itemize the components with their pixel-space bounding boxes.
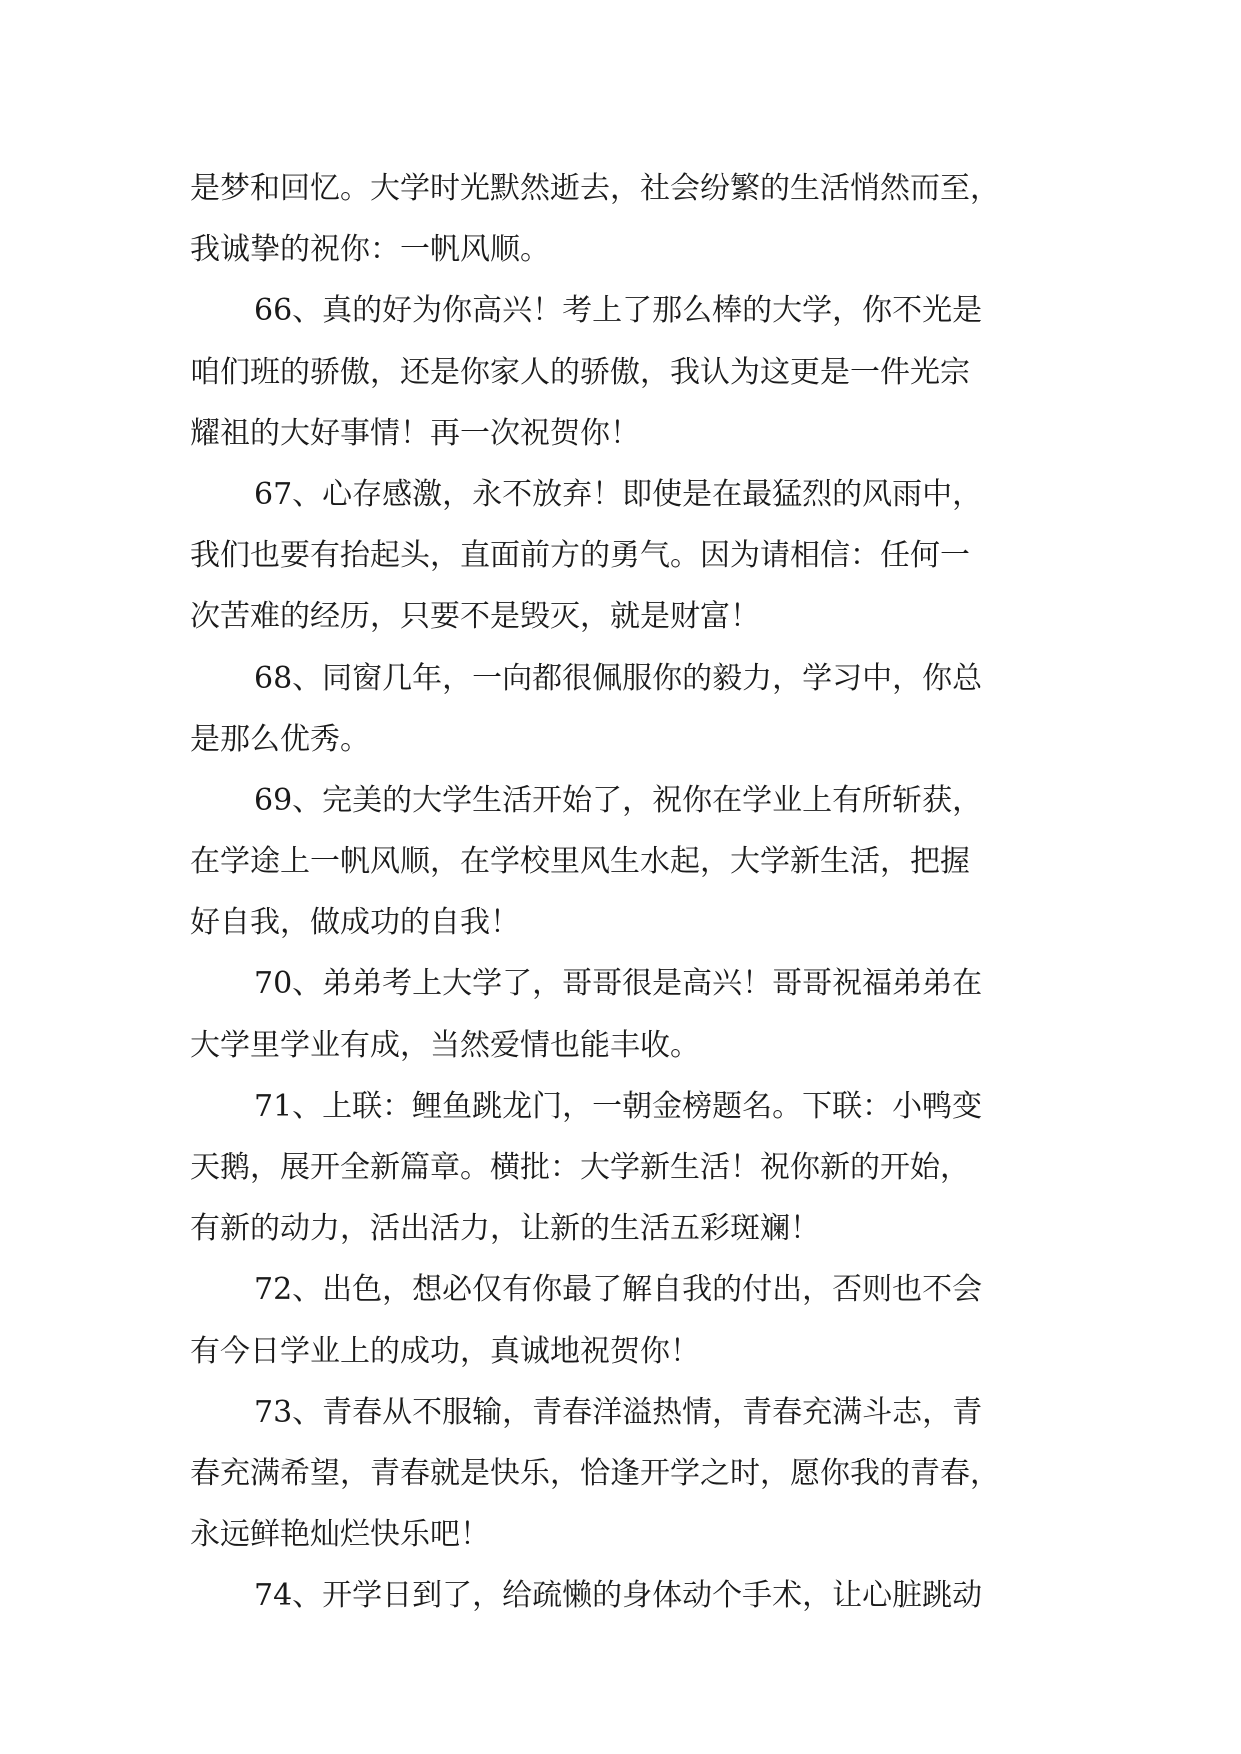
text-line: 有新的动力，活出活力，让新的生活五彩斑斓！: [190, 1211, 820, 1247]
text-line: 耀祖的大好事情！再一次祝贺你！: [190, 415, 640, 451]
paragraph-66-start: 66、真的好为你高兴！考上了那么棒的大学，你不光是: [254, 293, 983, 329]
text-line: 在学途上一帆风顺，在学校里风生水起，大学新生活，把握: [190, 844, 970, 880]
text-line: 天鹅，展开全新篇章。横批：大学新生活！祝你新的开始，: [190, 1150, 970, 1185]
text-line: 永远鲜艳灿烂快乐吧！: [190, 1517, 490, 1553]
text-line: 春充满希望，青春就是快乐，恰逢开学之时，愿你我的青春，: [190, 1455, 1000, 1491]
paragraph-72-start: 72、出色，想必仅有你最了解自我的付出，否则也不会: [254, 1272, 983, 1308]
paragraph-67-start: 67、心存感激，永不放弃！即使是在最猛烈的风雨中，: [254, 476, 983, 512]
text-line: 我诚挚的祝你：一帆风顺。: [190, 232, 550, 268]
paragraph-71-start: 71、上联：鲤鱼跳龙门，一朝金榜题名。下联：小鸭变: [254, 1088, 983, 1124]
paragraph-69-start: 69、完美的大学生活开始了，祝你在学业上有所斩获，: [254, 782, 983, 818]
text-line: 有今日学业上的成功，真诚地祝贺你！: [190, 1333, 700, 1369]
text-line: 是那么优秀。: [190, 721, 370, 757]
text-line-continuation: 是梦和回忆。大学时光默然逝去，社会纷繁的生活悄然而至，: [190, 171, 1000, 206]
paragraph-74-start: 74、开学日到了，给疏懒的身体动个手术，让心脏跳动: [254, 1578, 983, 1614]
paragraph-70-start: 70、弟弟考上大学了，哥哥很是高兴！哥哥祝福弟弟在: [254, 966, 983, 1002]
text-line: 大学里学业有成，当然爱情也能丰收。: [190, 1027, 700, 1063]
text-line: 我们也要有抬起头，直面前方的勇气。因为请相信：任何一: [190, 538, 970, 574]
paragraph-68-start: 68、同窗几年，一向都很佩服你的毅力，学习中，你总: [254, 660, 983, 696]
text-line: 好自我，做成功的自我！: [190, 905, 520, 941]
document-body: [190, 158, 1050, 1627]
paragraph-73-start: 73、青春从不服输，青春洋溢热情，青春充满斗志，青: [254, 1394, 983, 1430]
text-line: 咱们班的骄傲，还是你家人的骄傲，我认为这更是一件光宗: [190, 354, 970, 390]
text-line: 次苦难的经历，只要不是毁灭，就是财富！: [190, 599, 760, 635]
